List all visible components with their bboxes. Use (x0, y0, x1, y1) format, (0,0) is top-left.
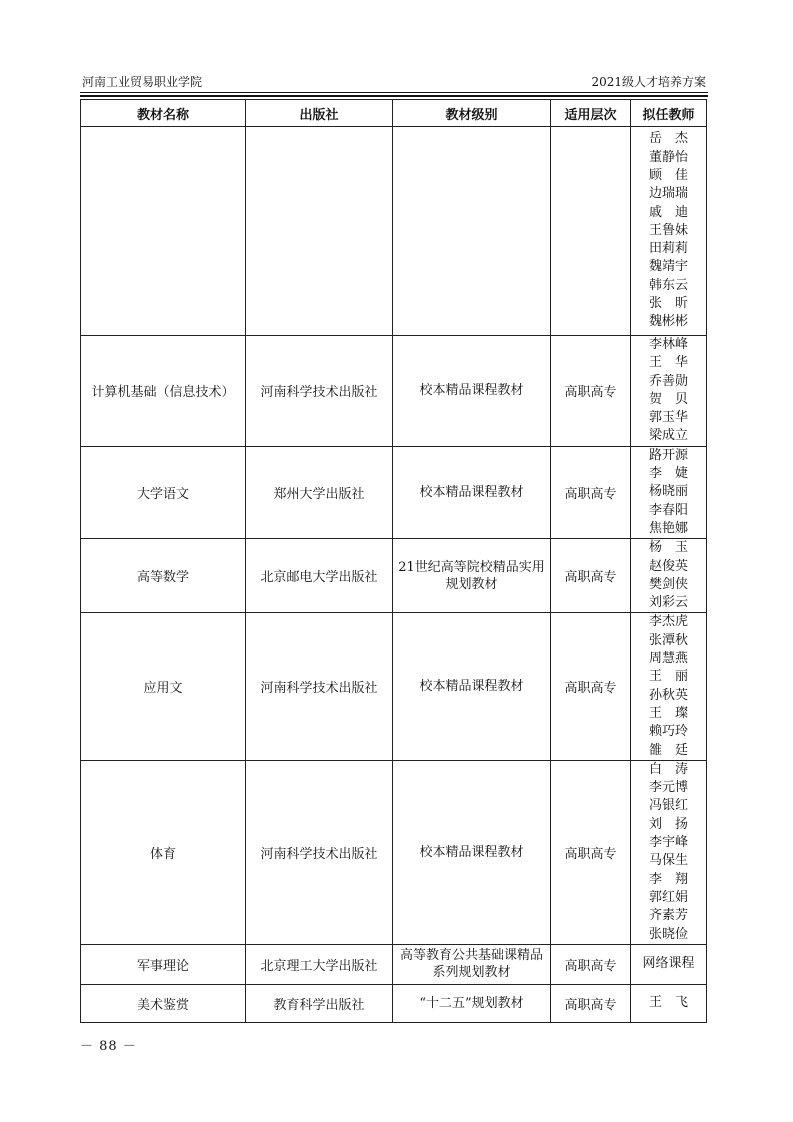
table-row (81, 760, 707, 944)
level-cell: “十二五”规划教材 (393, 984, 551, 1022)
col-header-publisher: 出版社 (246, 100, 393, 127)
scope-cell: 高职高专 (551, 336, 631, 447)
teacher-name: 刘彩云 (648, 595, 688, 611)
teacher-name: 顾佳 (648, 167, 701, 183)
teacher-name: 王丽 (648, 669, 701, 685)
scope-cell: 高职高专 (551, 613, 631, 760)
textbook-name-cell: 军事理论 (81, 944, 246, 984)
header-rule-thin (80, 92, 708, 93)
teacher-name: 边瑞瑞 (648, 186, 688, 202)
teacher-name: 樊剑侠 (648, 576, 688, 592)
teacher-name: 岳杰 (648, 131, 701, 147)
teachers-cell (631, 539, 707, 613)
textbook-name-cell: 应用文 (81, 613, 246, 760)
teacher-name: 张潭秋 (648, 632, 688, 648)
teachers-cell (631, 984, 707, 1022)
teacher-name: 马保生 (648, 853, 688, 869)
textbook-name-cell: 美术鉴赏 (81, 984, 246, 1022)
teacher-name: 路开源 (648, 447, 688, 463)
publisher-cell (246, 127, 393, 336)
teachers-cell (631, 336, 707, 447)
teacher-name: 孙秋英 (648, 687, 688, 703)
teacher-name: 魏彬彬 (648, 314, 688, 330)
scope-cell: 高职高专 (551, 446, 631, 538)
scope-cell: 高职高专 (551, 944, 631, 984)
level-cell: 21世纪高等院校精品实用规划教材 (393, 539, 551, 613)
table-row (81, 984, 707, 1022)
teacher-name: 田莉莉 (648, 241, 688, 257)
table-row (81, 446, 707, 538)
teacher-name: 王华 (648, 355, 701, 371)
table-row (81, 539, 707, 613)
page-header (80, 74, 708, 92)
publisher-cell: 北京理工大学出版社 (246, 944, 393, 984)
col-header-scope: 适用层次 (551, 100, 631, 127)
teachers-cell (631, 127, 707, 336)
col-header-name: 教材名称 (81, 100, 246, 127)
teacher-name: 韩东云 (648, 277, 688, 293)
teacher-name: 王璨 (648, 705, 701, 721)
publisher-cell: 河南科学技术出版社 (246, 760, 393, 944)
table-row (81, 127, 707, 336)
teacher-name: 杨玉 (648, 540, 701, 556)
publisher-cell: 北京邮电大学出版社 (246, 539, 393, 613)
teacher-name: 焦艳娜 (648, 520, 688, 536)
teacher-name: 魏靖宇 (648, 259, 688, 275)
plan-title: 2021级人才培养方案 (591, 75, 706, 89)
teachers-cell (631, 446, 707, 538)
level-cell (393, 127, 551, 336)
school-name: 河南工业贸易职业学院 (82, 75, 203, 89)
teacher-name: 郭玉华 (648, 410, 688, 426)
teacher-name: 李翔 (648, 871, 701, 887)
teacher-name: 白涛 (648, 761, 701, 777)
teacher-name: 李婕 (648, 466, 701, 482)
scope-cell: 高职高专 (551, 760, 631, 944)
teachers-cell (631, 613, 707, 760)
publisher-cell: 河南科学技术出版社 (246, 336, 393, 447)
teacher-name: 张昕 (648, 296, 701, 312)
level-cell: 高等教育公共基础课精品系列规划教材 (393, 944, 551, 984)
teacher-name: 贺贝 (648, 391, 701, 407)
teacher-name: 李杰虎 (648, 614, 688, 630)
level-cell: 校本精品课程教材 (393, 760, 551, 944)
textbook-name-cell: 大学语文 (81, 446, 246, 538)
teacher-name: 赖巧玲 (648, 724, 688, 740)
publisher-cell: 河南科学技术出版社 (246, 613, 393, 760)
teacher-name: 刘扬 (648, 816, 701, 832)
col-header-level: 教材级别 (393, 100, 551, 127)
page-number: － 88 － (80, 1039, 137, 1054)
level-cell: 校本精品课程教材 (393, 336, 551, 447)
teacher-name: 董静怡 (648, 149, 688, 165)
textbook-name-cell (81, 127, 246, 336)
table-row (81, 336, 707, 447)
scope-cell (551, 127, 631, 336)
teacher-name: 网络课程 (642, 956, 695, 972)
teacher-name: 梁成立 (648, 428, 688, 444)
publisher-cell: 教育科学出版社 (246, 984, 393, 1022)
teacher-name: 郭红娟 (648, 889, 688, 905)
level-cell: 校本精品课程教材 (393, 613, 551, 760)
teacher-name: 周慧燕 (648, 651, 688, 667)
teachers-cell (631, 944, 707, 984)
textbook-name-cell: 体育 (81, 760, 246, 944)
teacher-name: 雒廷 (648, 742, 701, 758)
teacher-name: 王飞 (648, 995, 701, 1011)
level-cell: 校本精品课程教材 (393, 446, 551, 538)
table-header-row (81, 100, 707, 127)
col-header-teachers: 拟任教师 (631, 100, 707, 127)
teacher-name: 赵俊英 (648, 558, 688, 574)
teacher-name: 齐素芳 (648, 908, 688, 924)
teacher-name: 王鲁妹 (648, 222, 688, 238)
teacher-name: 戚迪 (648, 204, 701, 220)
teacher-name: 乔善勋 (648, 373, 688, 389)
teacher-name: 李宇峰 (648, 835, 688, 851)
textbook-table (80, 99, 707, 1023)
scope-cell: 高职高专 (551, 539, 631, 613)
table-row (81, 613, 707, 760)
teacher-name: 冯银红 (648, 798, 688, 814)
publisher-cell: 郑州大学出版社 (246, 446, 393, 538)
textbook-name-cell: 计算机基础（信息技术） (81, 336, 246, 447)
scope-cell: 高职高专 (551, 984, 631, 1022)
teacher-name: 李林峰 (648, 337, 688, 352)
teacher-name: 李元博 (648, 780, 688, 796)
textbook-name-cell: 高等数学 (81, 539, 246, 613)
header-rule-thick (80, 95, 708, 97)
teacher-name: 李春阳 (648, 502, 688, 518)
table-row (81, 944, 707, 984)
teacher-name: 杨晓丽 (648, 484, 688, 500)
teachers-cell (631, 760, 707, 944)
teacher-name: 张晓俭 (648, 926, 688, 942)
